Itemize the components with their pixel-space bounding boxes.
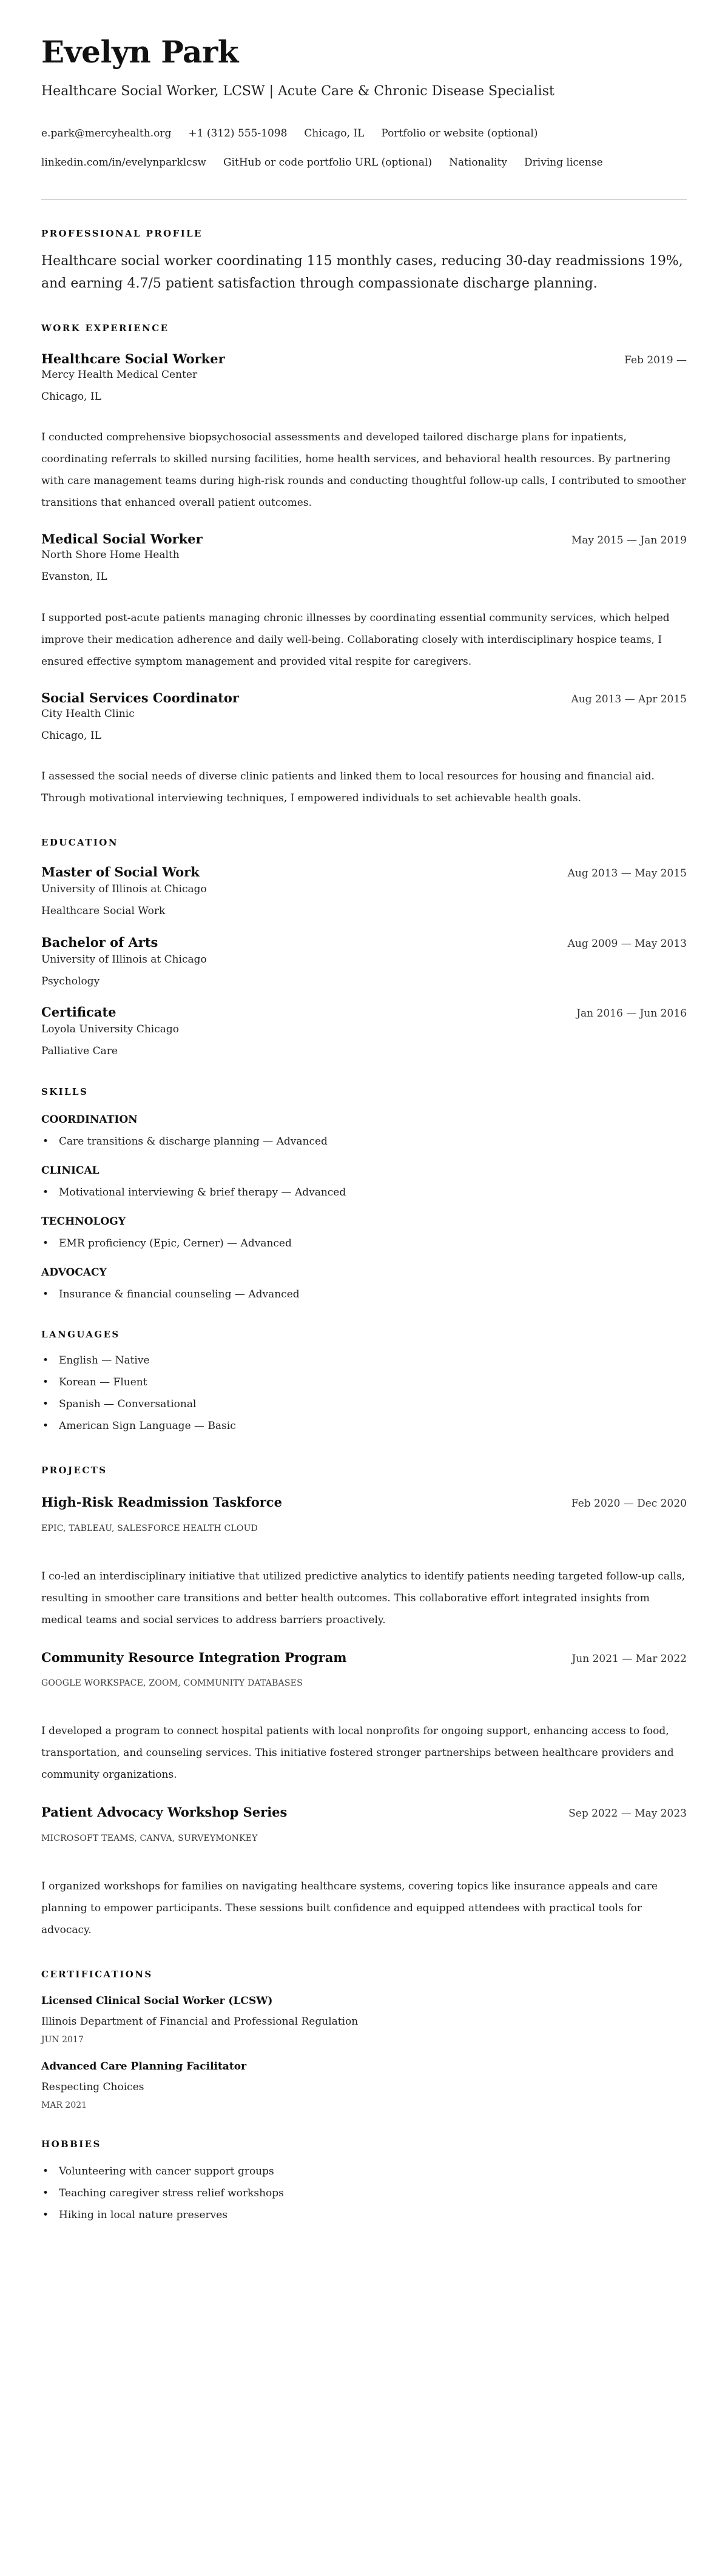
section-title-projects: PROJECTS (41, 1465, 107, 1476)
section-title-profile: PROFESSIONAL PROFILE (41, 227, 203, 239)
certification-entry (41, 2060, 687, 2111)
field-of-study: Palliative Care (41, 1045, 118, 1058)
candidate-name: Evelyn Park (41, 34, 238, 70)
section-title-certifications: CERTIFICATIONS (41, 1968, 153, 1980)
section-title-languages: LANGUAGES (41, 1329, 120, 1340)
experience-entry-header (41, 351, 687, 367)
contact-linkedin[interactable]: linkedin.com/in/evelynparklcsw (41, 156, 206, 169)
experience-entry (41, 531, 687, 672)
contact-portfolio[interactable]: Portfolio or website (optional) (381, 127, 538, 140)
hobby-item: • Hiking in local nature preserves (41, 2204, 687, 2226)
hobbies-section (41, 2139, 687, 2226)
education-entry (41, 934, 687, 988)
skill-group-technology (41, 1215, 687, 1250)
section-title-education: EDUCATION (41, 837, 118, 849)
certification-name: Licensed Clinical Social Worker (LCSW) (41, 1994, 273, 2007)
job-employer: City Health Clinic (41, 707, 135, 720)
project-entry-header (41, 1649, 687, 1666)
header-divider (41, 199, 687, 200)
certifications-section (41, 1969, 687, 2111)
degree-dates: Jan 2016 — Jun 2016 (576, 1007, 687, 1020)
field-of-study: Psychology (41, 975, 100, 987)
skill-item: • Care transitions & discharge planning — Advanced (41, 1135, 687, 1148)
language-item: • Spanish — Conversational (41, 1393, 687, 1415)
contact-phone[interactable]: +1 (312) 555-1098 (188, 127, 288, 140)
job-dates: Feb 2019 — (624, 354, 687, 366)
contact-email[interactable]: e.park@mercyhealth.org (41, 127, 172, 140)
job-title: Medical Social Worker (41, 531, 203, 547)
degree-dates: Aug 2013 — May 2015 (567, 867, 687, 880)
contact-list (41, 119, 687, 177)
education-entry (41, 1004, 687, 1058)
certification-issuer: Illinois Department of Financial and Professional Regulation (41, 2015, 359, 2028)
certification-issuer: Respecting Choices (41, 2081, 144, 2094)
project-dates: Sep 2022 — May 2023 (568, 1808, 687, 1820)
degree-name: Bachelor of Arts (41, 934, 158, 950)
job-employer: Mercy Health Medical Center (41, 368, 198, 381)
degree-name: Certificate (41, 1004, 116, 1020)
education-entry-header (41, 864, 687, 880)
job-title: Healthcare Social Worker (41, 351, 225, 366)
job-title: Social Services Coordinator (41, 690, 239, 705)
profile-summary: Healthcare social worker coordinating 115 monthly cases, reducing 30-day readmissions 19%, and earning 4.7/5 patient satisfaction through compassionate discharge planning. (41, 253, 683, 291)
job-description: I supported post-acute patients managing chronic illnesses by coordinating essential community services, which helped improve their medication adherence and daily well-being. Collaborating closely with interdisciplinary hospice teams, I ensured effective symptom management and provided vital respite for caregivers. (41, 611, 670, 668)
education-entry (41, 864, 687, 918)
experience-entry (41, 351, 687, 514)
section-title-hobbies: HOBBIES (41, 2139, 101, 2150)
skill-group-title: ADVOCACY (41, 1266, 107, 1279)
skill-item: • EMR proficiency (Epic, Cerner) — Advanced (41, 1237, 687, 1250)
contact-driving-license: Driving license (524, 156, 603, 169)
job-description: I conducted comprehensive biopsychosocial assessments and developed tailored discharge plans for inpatients, coordinating referrals to skilled nursing facilities, home health services, and behavioral health resources. By partnering with care management teams during high-risk rounds and conducting thoughtful follow-up calls, I contributed to smoother transitions that enhanced overall patient outcomes. (41, 431, 687, 509)
project-entry (41, 1804, 687, 1940)
education-entry-header (41, 1004, 687, 1020)
job-location: Evanston, IL (41, 571, 107, 583)
job-dates: May 2015 — Jan 2019 (571, 534, 687, 547)
certification-entry (41, 1994, 687, 2045)
job-employer: North Shore Home Health (41, 549, 180, 562)
language-item: • American Sign Language — Basic (41, 1415, 687, 1437)
project-name: Community Resource Integration Program (41, 1649, 347, 1665)
project-entry-header (41, 1494, 687, 1510)
field-of-study: Healthcare Social Work (41, 905, 166, 918)
skill-list (41, 1186, 687, 1199)
languages-section (41, 1329, 687, 1437)
project-description: I organized workshops for families on navigating healthcare systems, covering topics like insurance appeals and care planning to empower participants. These sessions built confidence and equipped attendees with practical tools for advocacy. (41, 1880, 658, 1936)
degree-dates: Aug 2009 — May 2013 (567, 937, 687, 950)
hobby-item: • Teaching caregiver stress relief workshops (41, 2182, 687, 2204)
school-name: University of Illinois at Chicago (41, 883, 207, 896)
candidate-headline: Healthcare Social Worker, LCSW | Acute Care & Chronic Disease Specialist (41, 84, 554, 99)
job-location: Chicago, IL (41, 390, 101, 403)
profile-section (41, 228, 687, 295)
job-dates: Aug 2013 — Apr 2015 (571, 693, 687, 705)
projects-section (41, 1465, 687, 1940)
contact-location: Chicago, IL (304, 127, 365, 140)
experience-section (41, 323, 687, 809)
project-entry-header (41, 1804, 687, 1820)
project-tech-stack: MICROSOFT TEAMS, CANVA, SURVEYMONKEY (41, 1833, 258, 1843)
project-name: Patient Advocacy Workshop Series (41, 1804, 288, 1820)
hobby-list (41, 2161, 687, 2226)
project-name: High-Risk Readmission Taskforce (41, 1495, 282, 1510)
skills-section (41, 1086, 687, 1302)
education-section (41, 837, 687, 1058)
skill-list (41, 1135, 687, 1148)
project-entry (41, 1649, 687, 1786)
experience-entry-header (41, 531, 687, 547)
hobby-item: • Volunteering with cancer support groups (41, 2161, 687, 2182)
degree-name: Master of Social Work (41, 864, 200, 880)
project-entry (41, 1494, 687, 1630)
skill-list (41, 1288, 687, 1301)
contact-nationality: Nationality (449, 156, 508, 169)
project-dates: Jun 2021 — Mar 2022 (571, 1652, 687, 1665)
project-dates: Feb 2020 — Dec 2020 (571, 1498, 687, 1510)
skill-group-title: COORDINATION (41, 1113, 138, 1126)
skill-group-title: TECHNOLOGY (41, 1215, 126, 1228)
education-entry-header (41, 934, 687, 950)
language-list (41, 1350, 687, 1437)
skill-group-coordination (41, 1113, 687, 1148)
project-tech-stack: EPIC, TABLEAU, SALESFORCE HEALTH CLOUD (41, 1523, 258, 1533)
skill-group-advocacy (41, 1266, 687, 1301)
school-name: Loyola University Chicago (41, 1023, 180, 1036)
language-item: • Korean — Fluent (41, 1371, 687, 1393)
certification-name: Advanced Care Planning Facilitator (41, 2060, 247, 2073)
skill-group-title: CLINICAL (41, 1164, 99, 1177)
project-tech-stack: GOOGLE WORKSPACE, ZOOM, COMMUNITY DATABASES (41, 1678, 303, 1689)
experience-entry (41, 690, 687, 809)
contact-github[interactable]: GitHub or code portfolio URL (optional) (223, 156, 433, 169)
skill-item: • Motivational interviewing & brief therapy — Advanced (41, 1186, 687, 1199)
skill-group-clinical (41, 1164, 687, 1199)
section-title-experience: WORK EXPERIENCE (41, 322, 169, 334)
school-name: University of Illinois at Chicago (41, 953, 207, 966)
certification-date: JUN 2017 (41, 2034, 84, 2045)
experience-entry-header (41, 690, 687, 706)
certification-date: MAR 2021 (41, 2100, 87, 2111)
project-description: I co-led an interdisciplinary initiative that utilized predictive analytics to identify patients needing targeted follow-up calls, resulting in smoother care transitions and better health outcomes. This collaborative effort integrated insights from medical teams and social services to address barriers proactively. (41, 1570, 686, 1626)
skill-list (41, 1237, 687, 1250)
section-title-skills: SKILLS (41, 1086, 89, 1097)
language-item: • English — Native (41, 1350, 687, 1371)
job-location: Chicago, IL (41, 729, 101, 742)
resume-header (41, 35, 687, 200)
skill-item: • Insurance & financial counseling — Advanced (41, 1288, 687, 1301)
project-description: I developed a program to connect hospital patients with local nonprofits for ongoing support, enhancing access to food, transportation, and counseling services. This initiative fostered stronger partnerships between healthcare providers and community organizations. (41, 1725, 674, 1781)
job-description: I assessed the social needs of diverse clinic patients and linked them to local resources for housing and financial aid. Through motivational interviewing techniques, I empowered individuals to set achievable health goals. (41, 770, 655, 805)
